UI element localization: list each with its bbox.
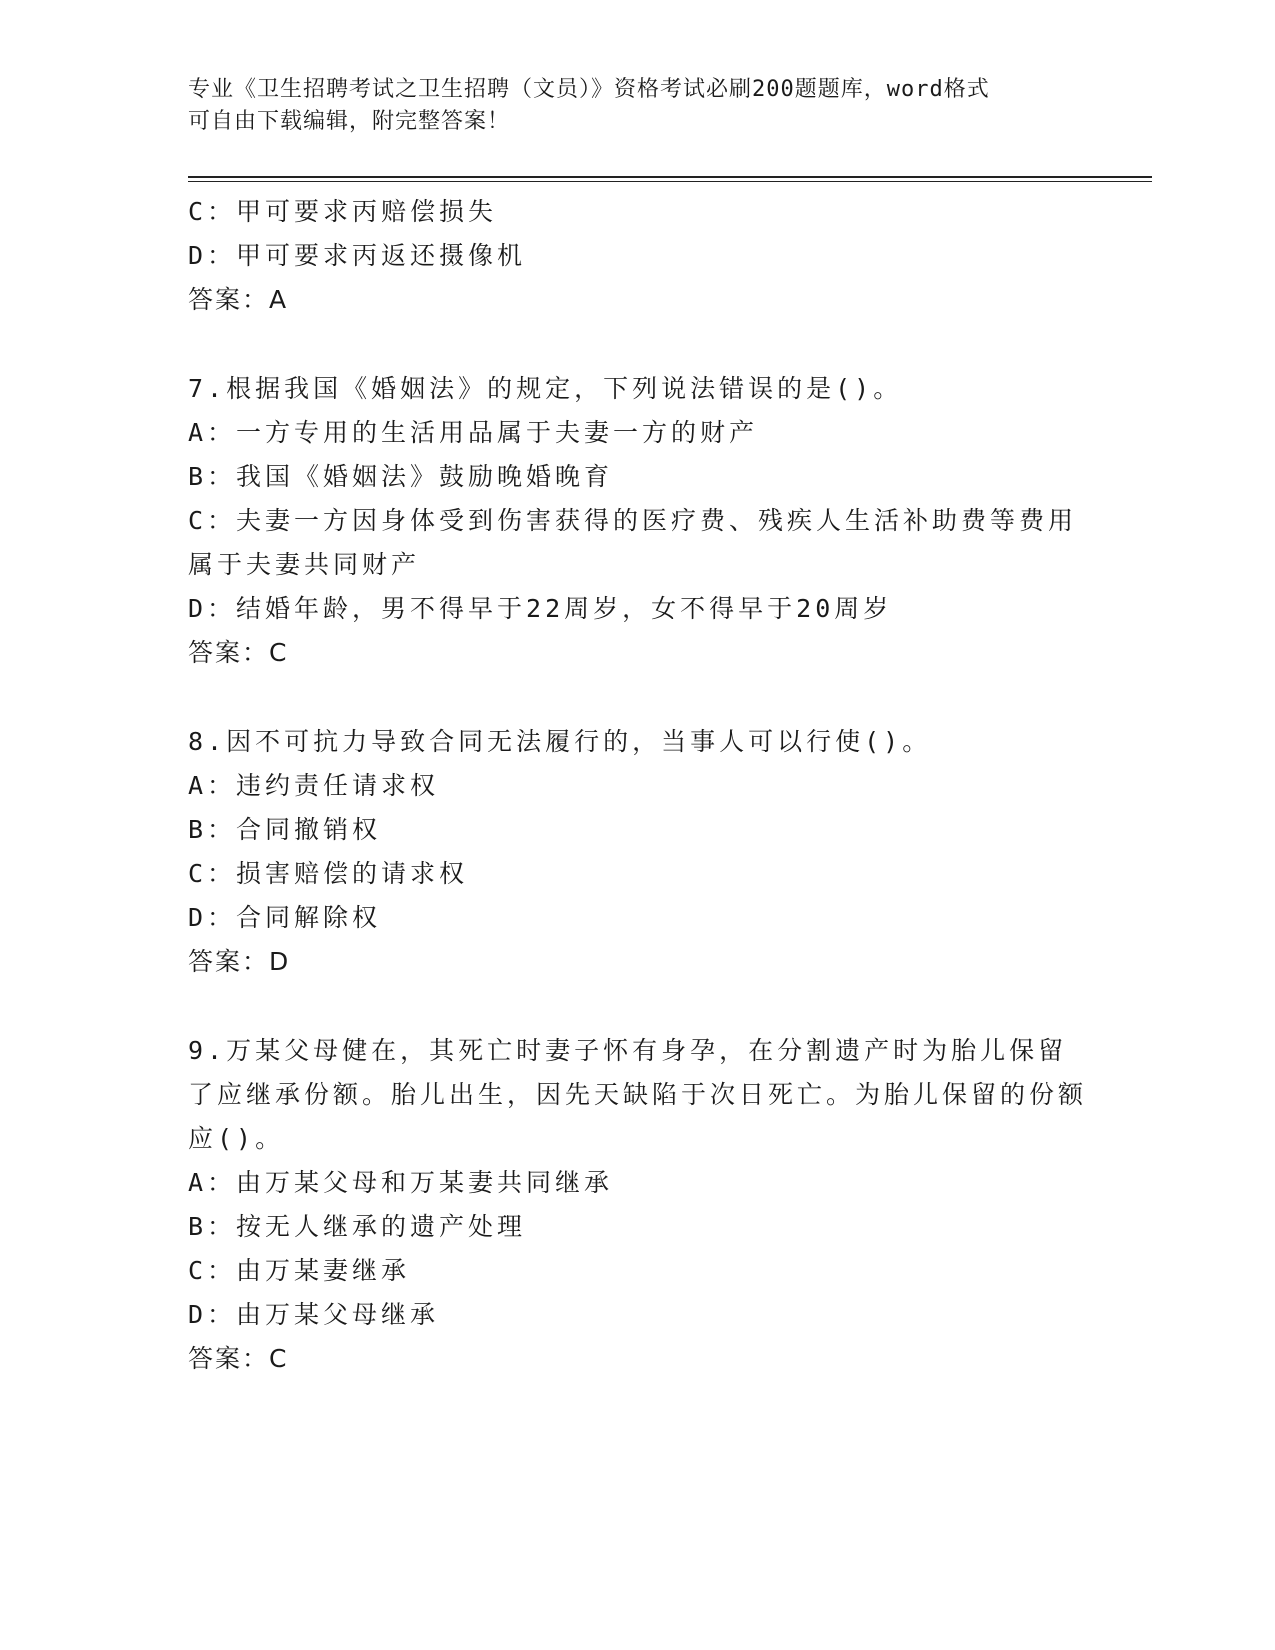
question-stem: 9.万某父母健在，其死亡时妻子怀有身孕，在分割遗产时为胎儿保留了应继承份额。胎儿出生，因先天缺陷于次日死亡。为胎儿保留的份额应()。 bbox=[188, 1036, 1088, 1153]
option-d: D：结婚年龄，男不得早于22周岁，女不得早于20周岁 bbox=[188, 594, 893, 623]
header-line-2: 可自由下载编辑，附完整答案！ bbox=[188, 109, 511, 134]
option-c: C：损害赔偿的请求权 bbox=[188, 859, 469, 888]
option-d: D：由万某父母继承 bbox=[188, 1300, 440, 1329]
header-line-1: 专业《卫生招聘考试之卫生招聘（文员）》资格考试必刷200题题库，word格式 bbox=[188, 77, 990, 102]
option-a: A：由万某父母和万某妻共同继承 bbox=[188, 1168, 614, 1197]
question-stem: 8.因不可抗力导致合同无法履行的，当事人可以行使()。 bbox=[188, 727, 932, 756]
option-b: B：按无人继承的遗产处理 bbox=[188, 1212, 527, 1241]
option-c: C：夫妻一方因身体受到伤害获得的医疗费、残疾人生活补助费等费用属于夫妻共同财产 bbox=[188, 506, 1078, 579]
option-a: A：违约责任请求权 bbox=[188, 771, 440, 800]
option-a: A：一方专用的生活用品属于夫妻一方的财产 bbox=[188, 418, 759, 447]
question-8 bbox=[188, 720, 1088, 984]
option-c: C：由万某妻继承 bbox=[188, 1256, 411, 1285]
answer-line: 答案：C bbox=[188, 1344, 289, 1373]
option-b: B：我国《婚姻法》鼓励晚婚晚育 bbox=[188, 462, 614, 491]
document-header bbox=[188, 74, 1068, 138]
option-c: C：甲可要求丙赔偿损失 bbox=[188, 197, 498, 226]
question-9 bbox=[188, 1029, 1088, 1381]
header-divider-thin bbox=[188, 181, 1152, 182]
question-list bbox=[188, 190, 1088, 1381]
option-b: B：合同撤销权 bbox=[188, 815, 382, 844]
option-d: D：甲可要求丙返还摄像机 bbox=[188, 241, 527, 270]
answer-line: 答案：D bbox=[188, 947, 291, 976]
option-d: D：合同解除权 bbox=[188, 903, 382, 932]
answer-line: 答案：C bbox=[188, 638, 289, 667]
header-divider-thick bbox=[188, 176, 1152, 178]
question-stem: 7.根据我国《婚姻法》的规定，下列说法错误的是()。 bbox=[188, 374, 903, 403]
question-6-continued bbox=[188, 190, 1088, 322]
answer-line: 答案：A bbox=[188, 285, 289, 314]
question-7 bbox=[188, 367, 1088, 675]
